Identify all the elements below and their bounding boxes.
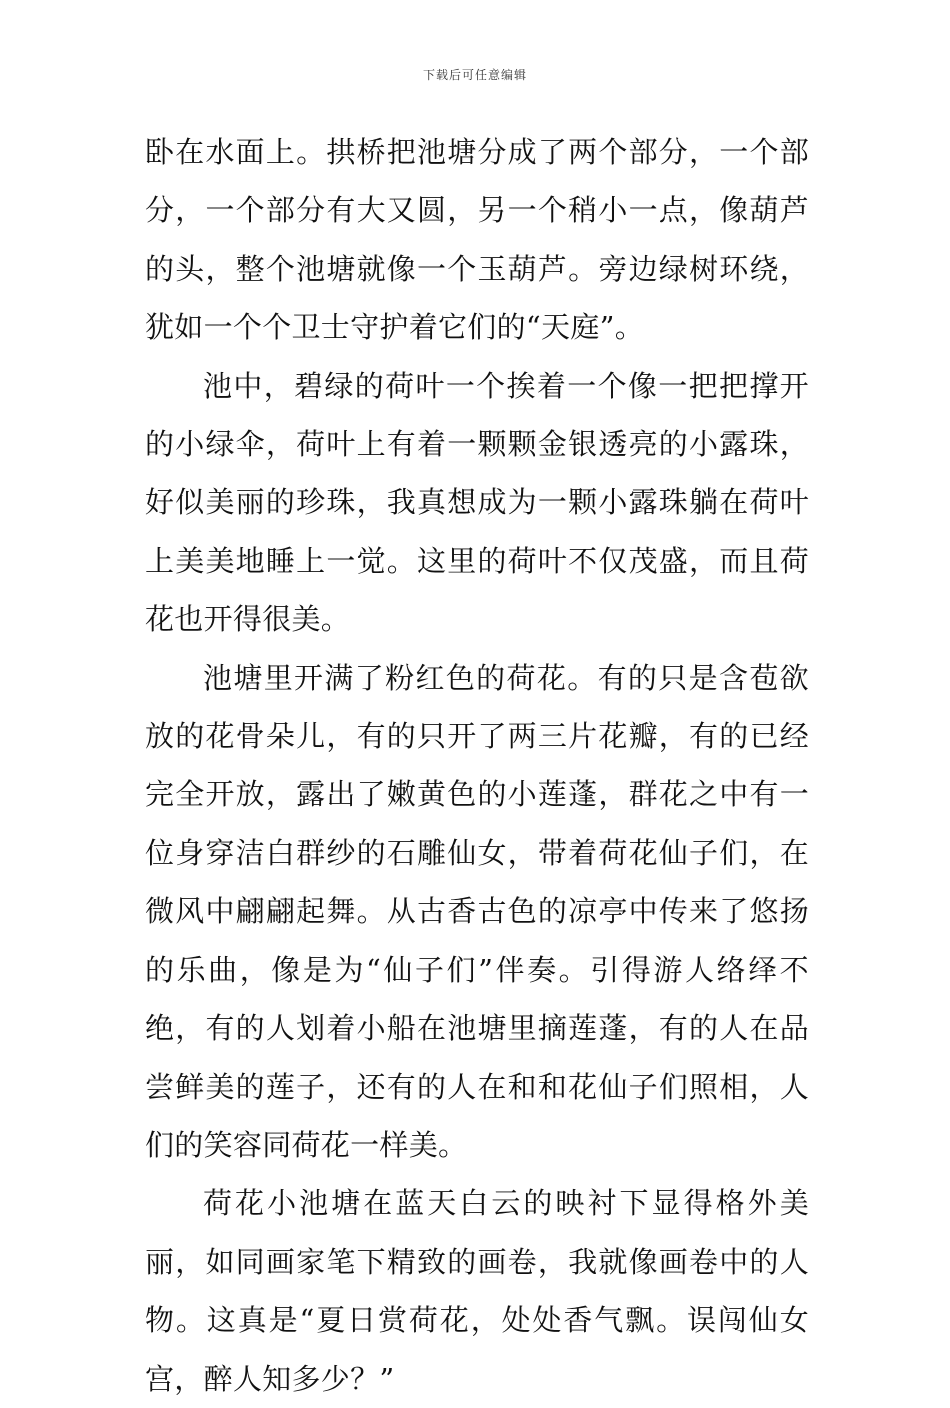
paragraph-lotus-leaves: 池中，碧绿的荷叶一个挨着一个像一把把撑开的小绿伞，荷叶上有着一颗颗金银透亮的小露珠，好似美丽的珍珠，我真想成为一颗小露珠躺在荷叶上美美地睡上一觉。这里的荷叶不仅茂盛，而且荷花也开得很美。 [145,368,809,637]
paragraph-continuation: 卧在水面上。拱桥把池塘分成了两个部分，一个部分，一个部分有大又圆，另一个稍小一点，像葫芦的头，整个池塘就像一个玉葫芦。旁边绿树环绕，犹如一个个卫士守护着它们的“天庭”。 [145,135,809,345]
document-body [145,123,809,1408]
paragraph-lotus-flowers: 池塘里开满了粉红色的荷花。有的只是含苞欲放的花骨朵儿，有的只开了两三片花瓣，有的已经完全开放，露出了嫩黄色的小莲蓬，群花之中有一位身穿洁白群纱的石雕仙女，带着荷花仙子们，在微风中翩翩起舞。从古香古色的凉亭中传来了悠扬的乐曲，像是为“仙子们”伴奏。引得游人络绎不绝，有的人划着小船在池塘里摘莲蓬，有的人在品尝鲜美的莲子，还有的人在和和花仙子们照相，人们的笑容同荷花一样美。 [145,660,809,1162]
header-note: 下载后可任意编辑 [422,68,527,82]
paragraph-conclusion: 荷花小池塘在蓝天白云的映衬下显得格外美丽，如同画家笔下精致的画卷，我就像画卷中的人物。这真是“夏日赏荷花，处处香气飘。误闯仙女宫，醉人知多少？” [145,1186,809,1396]
